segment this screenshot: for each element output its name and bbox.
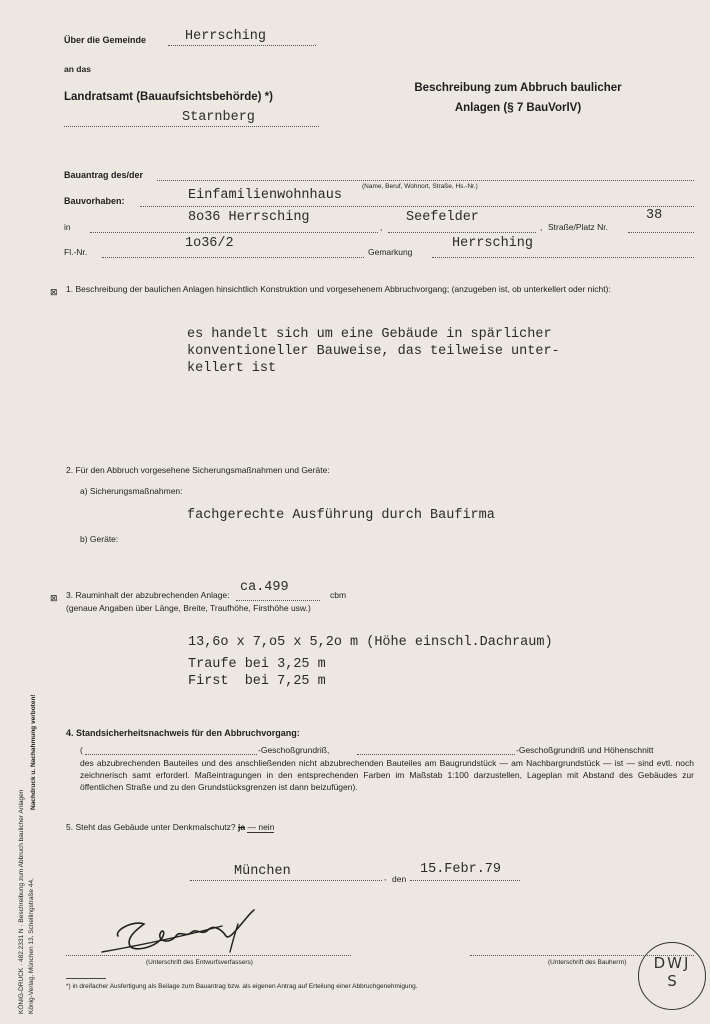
city-value[interactable]: München — [234, 864, 291, 879]
reprint-notice: Nachdruck u. Nachahmung verboten! — [30, 694, 37, 810]
section-1-answer-line: es handelt sich um eine Gebäude in spärlicher — [187, 327, 552, 342]
s4-blank-1[interactable] — [85, 754, 257, 755]
s4-part2: -Geschoßgrundriß und Höhenschnitt — [516, 745, 654, 755]
volume-unit: cbm — [330, 590, 347, 600]
applicant-line[interactable] — [157, 180, 694, 181]
stamp-line-1: DWJ — [653, 954, 691, 972]
section-3-answer[interactable] — [188, 634, 553, 690]
project-value[interactable]: Einfamilienwohnhaus — [188, 188, 342, 203]
form-title — [398, 78, 638, 118]
district-value[interactable]: Herrsching — [452, 236, 534, 251]
section-3-answer-line: First bei 7,25 m — [188, 674, 326, 689]
designer-signature-label: (Unterschrift des Entwurfsverfassers) — [146, 959, 253, 966]
applicant-hint: (Name, Beruf, Wohnort, Straße, Hs.-Nr.) — [362, 183, 478, 190]
section-4-body: des abzubrechenden Bauteiles und des anschließenden nicht abzubrechenden Bauteiles am Baugrundstück — am Nachbargrundstück — ist — sind evtl. noch zeichnerisch samt erforderl. Maßeintragungen in den entsprechenden Farben im Maßstab 1:100 darzustellen, Lageplan mit Abstand des Gebäudes zur öffentlichen Straße und zu den Grundstücksgrenzen ist dann beizufügen). — [80, 758, 694, 792]
section-1-answer[interactable] — [187, 326, 560, 377]
section-2b-label: b) Geräte: — [80, 534, 119, 544]
section-3-label: 3. Rauminhalt der abzubrechenden Anlage: — [66, 590, 230, 600]
district-label: Gemarkung — [368, 247, 413, 257]
office-line — [64, 126, 319, 127]
house-no-value[interactable]: 38 — [646, 208, 663, 223]
volume-value[interactable]: ca.499 — [240, 580, 289, 595]
place-line — [90, 232, 378, 233]
section-1-answer-line: kellert ist — [187, 361, 277, 376]
form-title-line2: Anlagen (§ 7 BauVorlV) — [454, 102, 582, 114]
date-value[interactable]: 15.Febr.79 — [420, 862, 502, 877]
section-4-title: 4. Standsicherheitsnachweis für den Abbruchvorgang: — [66, 728, 300, 738]
to-label: an das — [64, 64, 91, 74]
initials-stamp — [638, 942, 706, 1010]
street-line — [388, 232, 536, 233]
plot-line — [102, 257, 364, 258]
city-line — [190, 880, 382, 881]
section-3-answer-line: Traufe bei 3,25 m — [188, 657, 326, 672]
section-3-answer-line: 13,6o x 7,o5 x 5,2o m (Höhe einschl.Dachraum) — [188, 635, 553, 650]
via-value[interactable]: Herrsching — [185, 29, 267, 44]
section-1-question: 1. Beschreibung der baulichen Anlagen hinsichtlich Konstruktion und vorgesehenem Abbruchvorgang; (anzugeben ist, ob unterkellert oder nicht): — [66, 284, 611, 294]
section-1-answer-line: konventioneller Bauweise, das teilweise unter- — [187, 344, 560, 359]
district-line — [432, 257, 694, 258]
date-line — [410, 880, 520, 881]
project-label: Bauvorhaben: — [64, 196, 125, 206]
stamp-line-2: S — [667, 972, 677, 990]
s4-blank-2[interactable] — [357, 754, 515, 755]
form-title-line1: Beschreibung zum Abbruch baulicher — [414, 82, 622, 94]
project-line — [140, 206, 694, 207]
in-label: in — [64, 222, 71, 232]
plot-value[interactable]: 1o36/2 — [185, 236, 234, 251]
place-value[interactable]: 8o36 Herrsching — [188, 210, 310, 225]
struck-option: ja — [238, 822, 246, 832]
section-5-label — [66, 822, 274, 832]
house-no-line — [628, 232, 694, 233]
date-label: den — [392, 874, 407, 884]
section-2-question: 2. Für den Abbruch vorgesehene Sicherungsmaßnahmen und Geräte: — [66, 465, 330, 475]
volume-line — [236, 600, 320, 601]
footnote-rule — [66, 978, 106, 979]
owner-signature-label: (Unterschrift des Bauherrn) — [548, 959, 627, 966]
plot-label: Fl.-Nr. — [64, 247, 88, 257]
footnote: *) in dreifacher Ausfertigung als Beilage zum Bauantrag bzw. als eigenen Antrag auf Erteilung einer Abbruchgenehmigung. — [66, 983, 418, 990]
via-label: Über die Gemeinde — [64, 35, 147, 45]
form-page: Über die Gemeinde Herrsching an das Landratsamt (Bauaufsichtsbehörde) *) Starnberg Beschreibung zum Abbruch baulicher Anlagen (§ 7 BauVorlV) Bauantrag des/der (Name, Beruf, Wohnort, Straße, Hs.-Nr.) Bauvorhaben: Einfamilienwohnhaus in 8o36 Herrsching , Seefelder , Straße/Platz Nr. 38 Fl.-Nr. 1o36/2 Gemarkung Herrsching 1. Beschreibung der baulichen Anlagen hinsichtlich Konstruktion und vorgesehenem Abbruchvorgang; (anzugeben ist, ob unterkellert oder nicht): es handelt sich um eine Gebäude in spärlicher konventioneller Bauweise, das teilweise unter- kellert ist 2. Für den Abbruch vorgesehene Sicherungsmaßnahmen und Geräte: a) Sicherungsmaßnahmen: fachgerechte Ausführung durch Baufirma b) Geräte: 3. Rauminhalt der abzubrechenden Anlage: ca.499 cbm (genaue Angaben über Länge, Breite, Traufhöhe, Firsthöhe usw.) 13,6o x 7,o5 x 5,2o m (Höhe einschl.Dachraum) Traufe bei 3,25 m First bei 7,25 m 4. Standsicherheitsnachweis für den Abbruchvorgang: ( -Geschoßgrundriß, -Geschoßgrundriß und Höhenschnitt des abzubrechenden Bauteiles und des anschließenden nicht abzubrechenden Bauteiles am Baugrundstück — am Nachbargrundstück — ist — sind evtl. noch zeichnerisch samt erforderl. Maßeintragungen in den entsprechenden Farben im Maßstab 1:100 darzustellen, Lageplan mit Abstand des Gebäudes zur öffentlichen Straße und zu den Grundstücksgrenzen ist dann beizufügen). 5. Steht das Gebäude unter Denkmalschutz? ja — nein München , den 15.Febr.79 (Unterschrift des Entwurfsverfassers) (Unterschrift des Bauherrn) DWJ S *) in dreifacher Ausfertigung als Beilage zum Bauantrag bzw. als eigenen Antrag auf Erteilung einer Abbruchgenehmigung. KÖNIG-DRUCK · 482.2331 N · Beschreibung zum Abbruch baulicher Anlagen König-Verlag, München 13, Schellingstraße 44, Nachdruck u. Nachahmung verboten! ⊠ ⊠ — [0, 0, 710, 1024]
signature-scribble — [96, 908, 266, 958]
street-value[interactable]: Seefelder — [406, 210, 479, 225]
office-label: Landratsamt (Bauaufsichtsbehörde) *) — [64, 91, 273, 103]
section-2a-answer[interactable]: fachgerechte Ausführung durch Baufirma — [187, 508, 495, 523]
section-5-question: 5. Steht das Gebäude unter Denkmalschutz? — [66, 822, 236, 832]
designer-signature-line[interactable] — [66, 955, 351, 956]
via-line — [168, 45, 316, 46]
checkbox-marker-icon: ⊠ — [50, 287, 58, 297]
section-2a-label: a) Sicherungsmaßnahmen: — [80, 486, 183, 496]
street-label: Straße/Platz Nr. — [548, 222, 608, 232]
publisher-imprint-line1: KÖNIG-DRUCK · 482.2331 N · Beschreibung zum Abbruch baulicher Anlagen — [18, 789, 25, 1014]
s4-part1: -Geschoßgrundriß, — [258, 745, 330, 755]
publisher-imprint-line2: König-Verlag, München 13, Schellingstraße 44, — [28, 878, 35, 1014]
checkbox-marker-icon: ⊠ — [50, 593, 58, 603]
office-value[interactable]: Starnberg — [182, 110, 255, 125]
applicant-label: Bauantrag des/der — [64, 170, 144, 180]
section-3-hint: (genaue Angaben über Länge, Breite, Traufhöhe, Firsthöhe usw.) — [66, 603, 311, 613]
section-5-answer[interactable]: — nein — [247, 822, 275, 832]
